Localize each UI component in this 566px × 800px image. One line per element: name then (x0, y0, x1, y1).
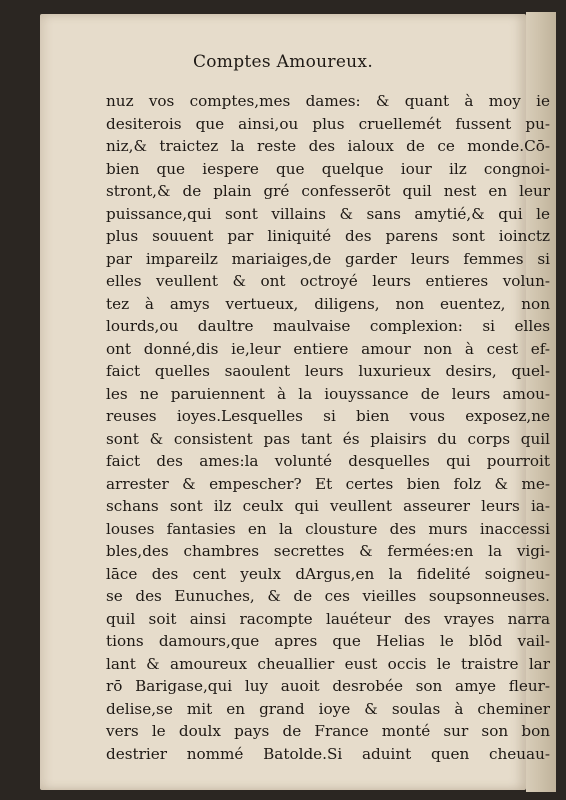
text-line: se des Eunuches, & de ces vieilles soupsonneuses. (106, 587, 550, 605)
text-line: bles,des chambres secrettes & fermées:en la vigi- (106, 542, 550, 560)
text-line: plus souuent par liniquité des parens sont ioinctz (106, 227, 550, 245)
text-line: schans sont ilz ceulx qui veullent asseurer leurs ia- (106, 497, 550, 515)
text-line: arrester & empescher? Et certes bien folz & me- (106, 474, 550, 493)
text-line: louses fantasies en la clousture des murs inaccessi (106, 519, 550, 538)
text-line: tez à amys vertueux, diligens, non euentez, non (106, 294, 550, 313)
text-line: destrier nommé Batolde.Si aduint quen cheuau- (106, 744, 550, 763)
text-line: lourds,ou daultre maulvaise complexion: si elles (106, 317, 550, 335)
text-line: elles veullent & ont octroyé leurs entieres volun- (106, 272, 550, 290)
text-line: lant & amoureux cheuallier eust occis le traistre lar (106, 654, 550, 673)
text-line: stront,& de plain gré confesserōt quil nest en leur (106, 182, 550, 200)
text-line: niz,& traictez la reste des ialoux de ce monde.Cō- (106, 137, 550, 155)
text-line: quil soit ainsi racompte lauéteur des vrayes narra (106, 609, 550, 628)
text-line: desiterois que ainsi,ou plus cruellemét fussent pu- (106, 114, 550, 133)
body-text (106, 90, 550, 765)
text-line: reuses ioyes.Lesquelles si bien vous exposez,ne (106, 407, 550, 425)
running-header: Comptes Amoureux. (192, 52, 374, 72)
text-line: puissance,qui sont villains & sans amytié,& qui le (106, 204, 550, 223)
text-line: bien que iespere que quelque iour ilz congnoi- (106, 159, 550, 178)
text-line: delise,se mit en grand ioye & soulas à cheminer (106, 699, 550, 718)
text-line: sont & consistent pas tant és plaisirs du corps quil (106, 429, 550, 448)
text-line: vers le doulx pays de France monté sur son bon (106, 722, 550, 740)
text-line: faict quelles saoulent leurs luxurieux desirs, quel- (106, 362, 550, 380)
text-line: ont donné,dis ie,leur entiere amour non à cest ef- (106, 339, 550, 358)
text-line: faict des ames:la volunté desquelles qui pourroit (106, 452, 550, 470)
text-line: tions damours,que apres que Helias le blōd vail- (106, 632, 550, 650)
text-line: par impareilz mariaiges,de garder leurs femmes si (106, 249, 550, 268)
text-line: lāce des cent yeulx dArgus,en la fidelité soigneu- (106, 564, 550, 583)
text-line: les ne paruiennent à la iouyssance de leurs amou- (106, 384, 550, 403)
text-line: rō Barigase,qui luy auoit desrobée son amye fleur- (106, 677, 550, 695)
text-line: nuz vos comptes,mes dames: & quant à moy ie (106, 92, 550, 110)
book-page (40, 14, 550, 790)
